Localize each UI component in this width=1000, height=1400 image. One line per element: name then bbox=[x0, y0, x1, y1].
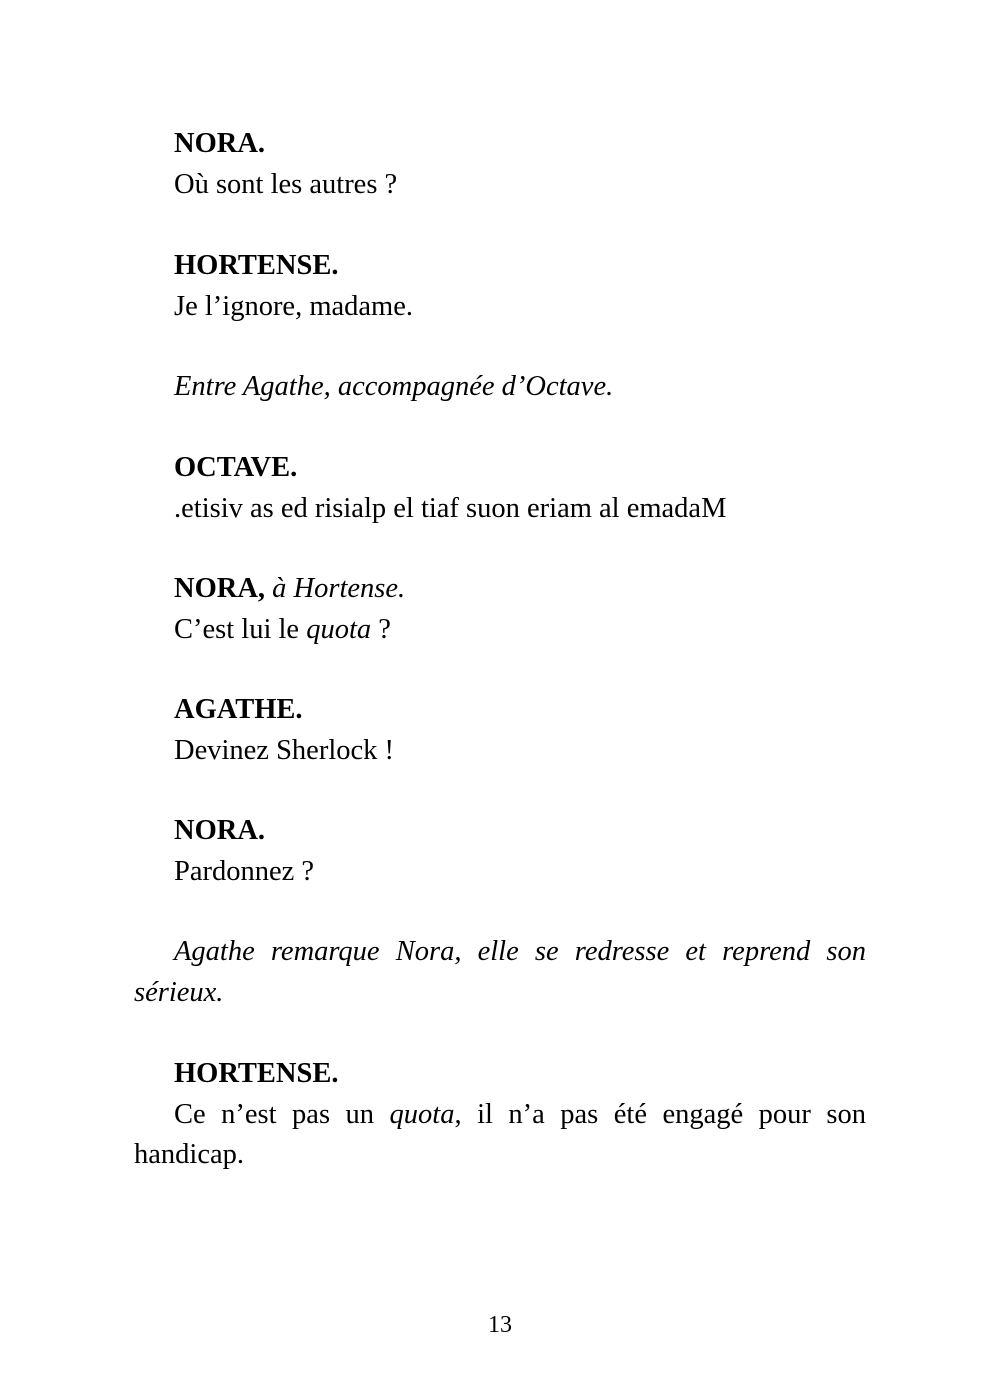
speaker-name: HORTENSE. bbox=[174, 250, 339, 281]
emphasized-word: quota bbox=[389, 1098, 455, 1130]
speaker-name: AGATHE. bbox=[174, 694, 303, 725]
dialogue-line: Devinez Sherlock ! bbox=[174, 734, 394, 766]
dialogue-block bbox=[134, 448, 866, 529]
stage-direction-block bbox=[134, 367, 866, 408]
dialogue-text: C’est lui le bbox=[174, 613, 307, 645]
speaker-direction: à Hortense. bbox=[272, 573, 406, 604]
stage-direction: Entre Agathe, accompagnée d’Octave. bbox=[174, 371, 614, 402]
stage-direction: Agathe remarque Nora, elle se redresse et reprend son sérieux. bbox=[134, 936, 866, 1008]
stage-direction-block bbox=[134, 932, 866, 1013]
dialogue-text: Ce n’est pas un bbox=[174, 1098, 390, 1130]
dialogue-block bbox=[134, 1054, 866, 1176]
dialogue-block bbox=[134, 124, 866, 205]
dialogue-line: .etisiv as ed risialp el tiaf suon eriam al emadaM bbox=[174, 492, 727, 524]
dialogue-text: , il n’a pas été engagé pour son handicap. bbox=[134, 1098, 866, 1170]
dialogue-block bbox=[134, 690, 866, 771]
speaker-name: NORA. bbox=[174, 815, 266, 846]
speaker-name: HORTENSE. bbox=[174, 1058, 339, 1089]
dialogue-line: Où sont les autres ? bbox=[174, 168, 398, 200]
page-number: 13 bbox=[488, 1312, 512, 1338]
speaker-name: NORA, bbox=[174, 573, 266, 604]
dialogue-block bbox=[134, 569, 866, 650]
dialogue-block bbox=[134, 246, 866, 327]
speaker-name: OCTAVE. bbox=[174, 452, 298, 483]
emphasized-word: quota bbox=[306, 613, 372, 645]
dialogue-line: Je l’ignore, madame. bbox=[174, 290, 413, 322]
dialogue-text: ? bbox=[371, 613, 391, 645]
dialogue-line bbox=[134, 610, 866, 651]
dialogue-line: Pardonnez ? bbox=[174, 855, 315, 887]
speaker-line bbox=[134, 569, 866, 610]
dialogue-block bbox=[134, 811, 866, 892]
speaker-name: NORA. bbox=[174, 128, 266, 159]
dialogue-paragraph bbox=[134, 1095, 866, 1176]
